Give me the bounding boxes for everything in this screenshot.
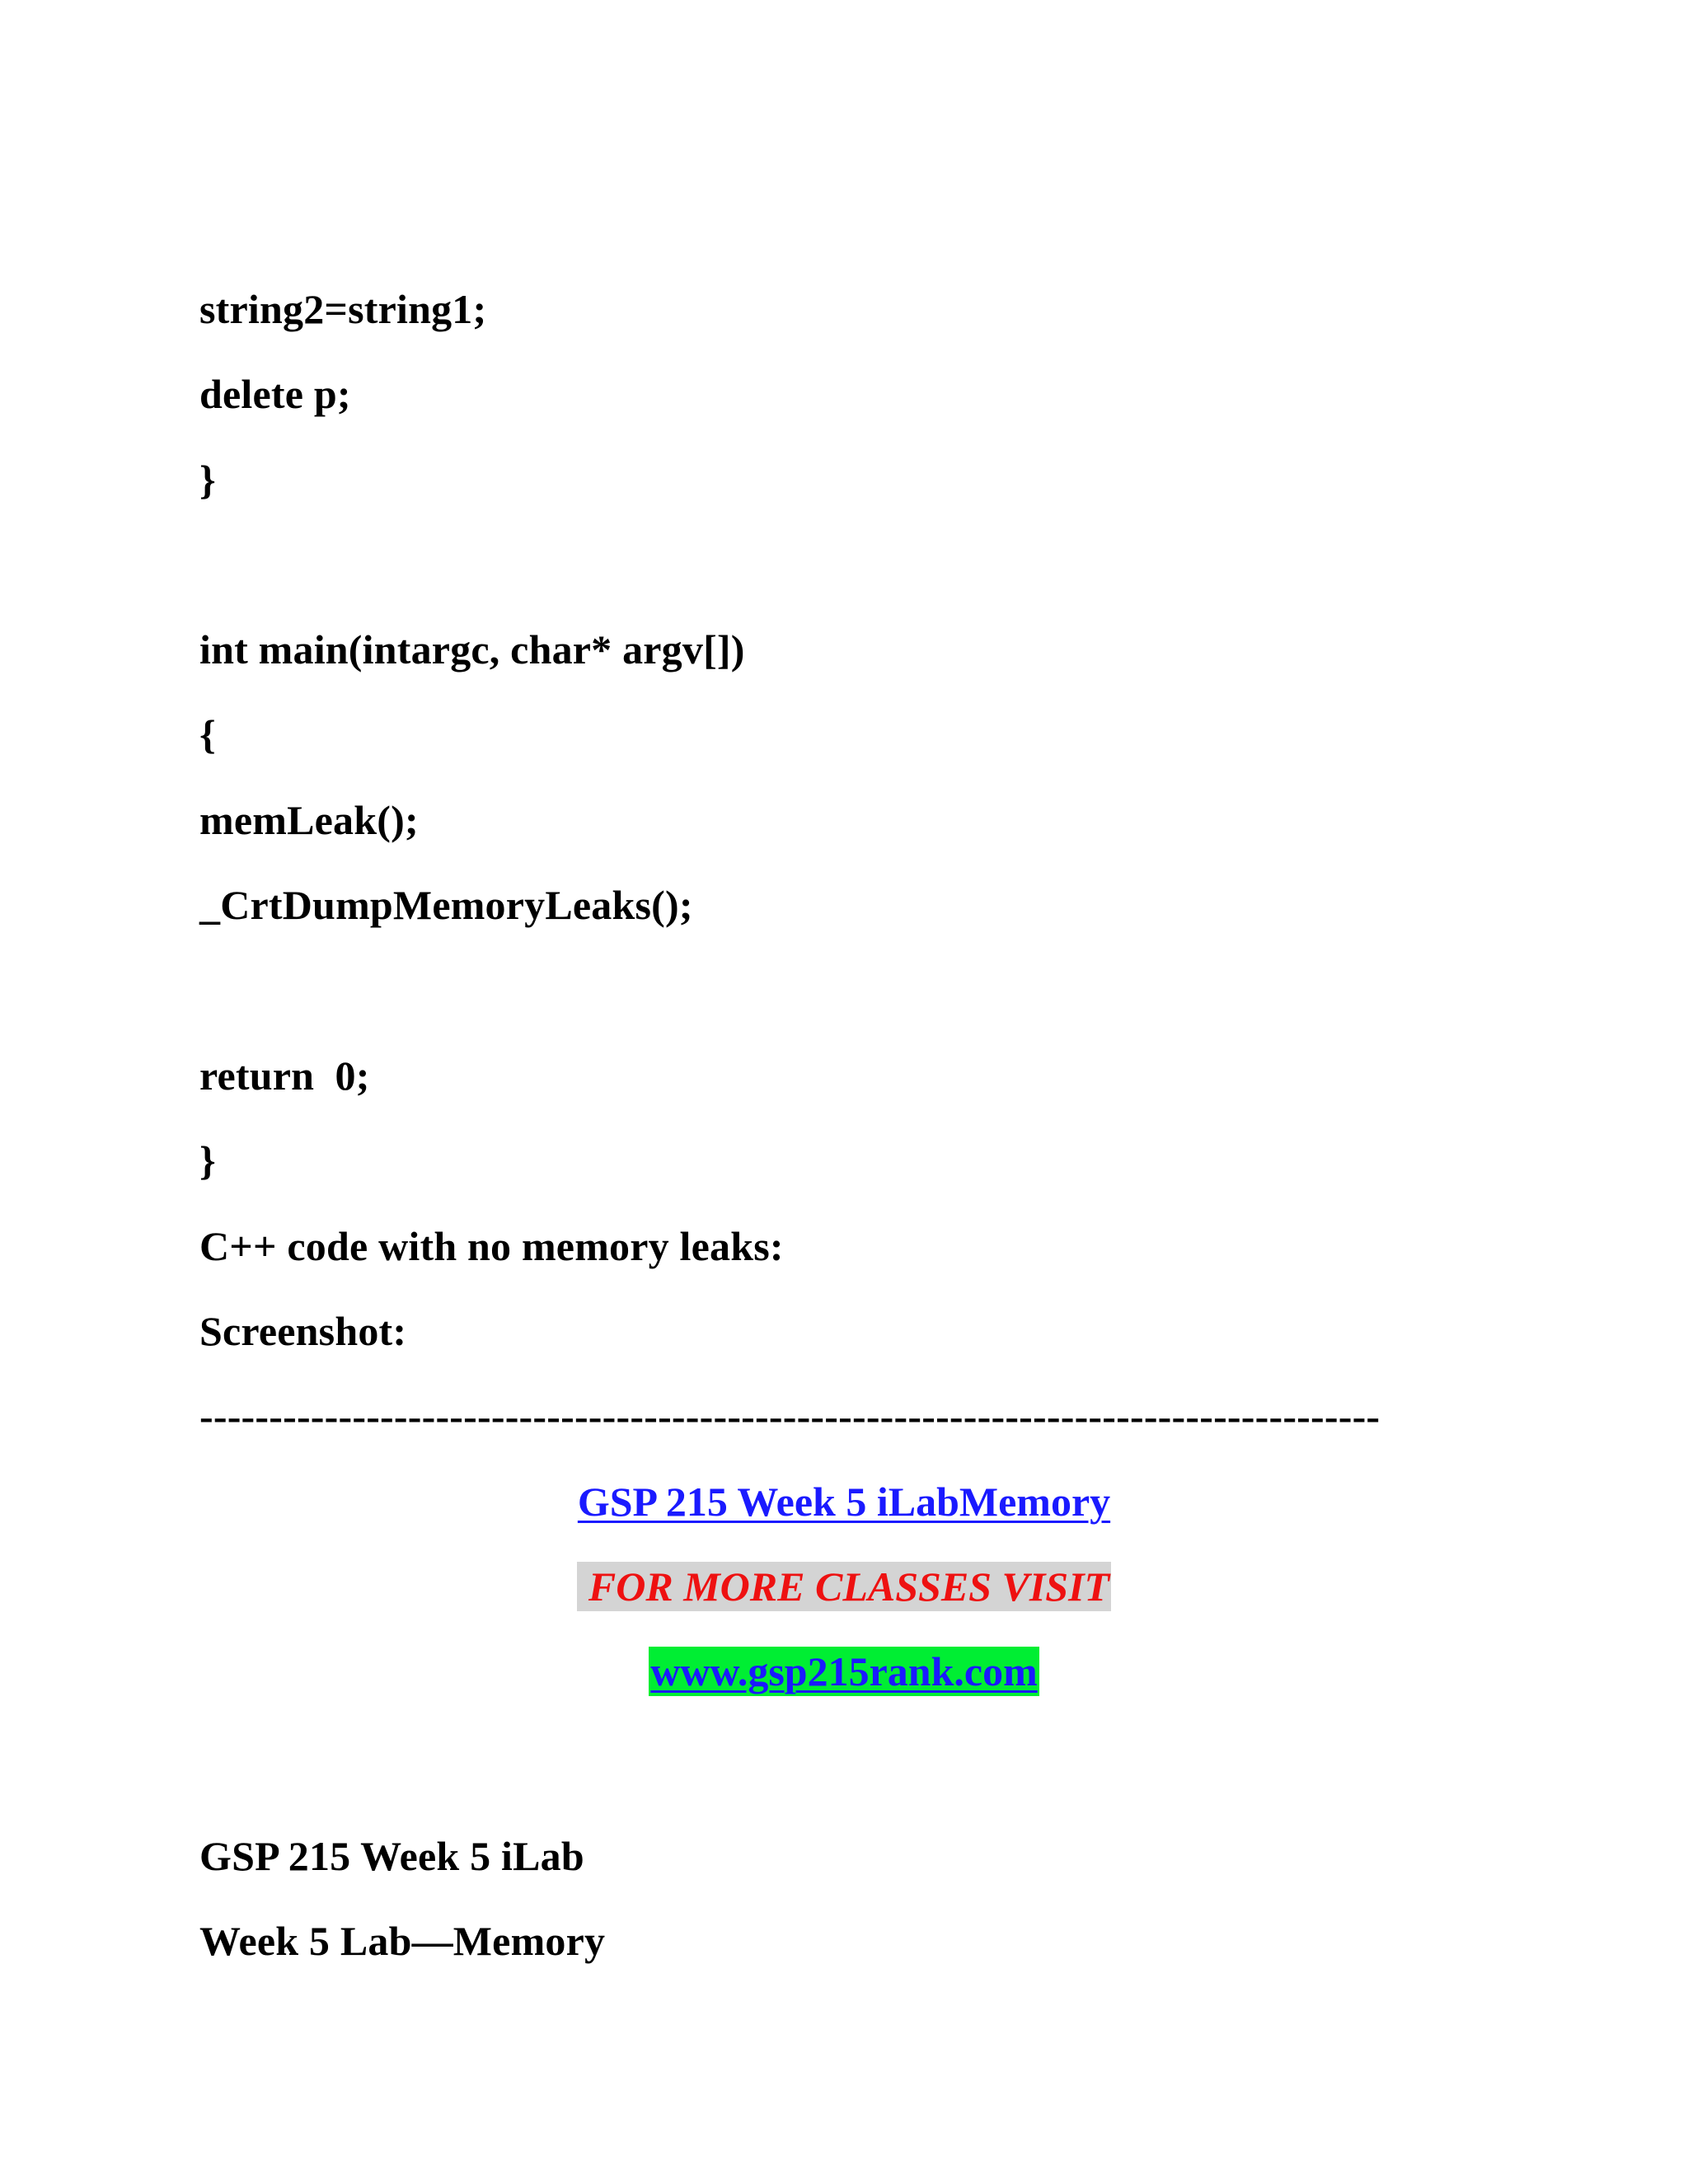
promo-visit-text: FOR MORE CLASSES VISIT	[577, 1562, 1111, 1611]
code-line-open-brace: {	[199, 711, 216, 757]
promo-title-link[interactable]: GSP 215 Week 5 iLabMemory	[577, 1479, 1111, 1525]
promo-url-row	[0, 1647, 1688, 1696]
code-line-dump-leaks: _CrtDumpMemoryLeaks();	[199, 882, 693, 928]
footer-subheading: Week 5 Lab—Memory	[199, 1918, 606, 1964]
no-leaks-label: C++ code with no memory leaks:	[199, 1223, 784, 1269]
code-line-memleak-call: memLeak();	[199, 797, 419, 843]
divider-line: -------------------------------------------------------------------------------------	[199, 1393, 1381, 1439]
code-line-delete: delete p;	[199, 371, 351, 417]
promo-url-link[interactable]: www.gsp215rank.com	[650, 1648, 1038, 1694]
footer-heading: GSP 215 Week 5 iLab	[199, 1833, 584, 1879]
code-line-final-brace: }	[199, 1137, 216, 1183]
code-line-return: return 0;	[199, 1052, 370, 1099]
code-line-main-signature: int main(intargc, char* argv[])	[199, 626, 745, 673]
promo-visit-row	[0, 1562, 1688, 1611]
screenshot-label: Screenshot:	[199, 1308, 407, 1354]
promo-title-row	[0, 1477, 1688, 1526]
code-line-close-brace: }	[199, 457, 216, 503]
code-line-string-assign: string2=string1;	[199, 286, 487, 332]
